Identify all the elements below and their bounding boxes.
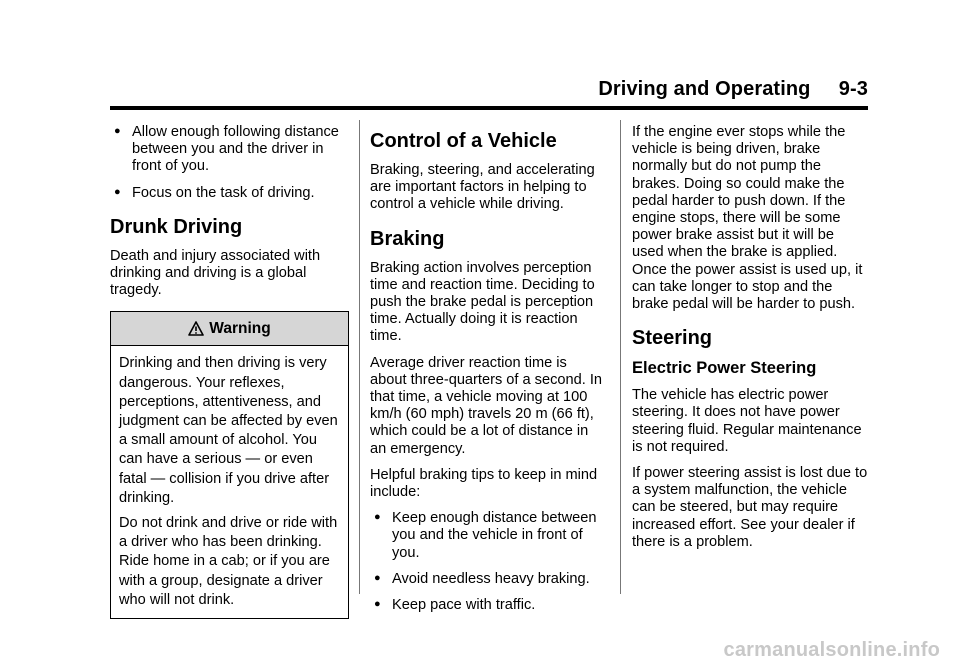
list-item [110,185,348,202]
bullet-icon: ● [374,598,381,611]
page-header [598,78,868,101]
section-heading-braking: Braking [370,227,445,250]
warning-body [111,346,348,618]
bullet-text: Keep enough distance between you and the vehicle in front of you. [392,510,597,561]
control-text: Braking, steering, and accelerating are important factors in helping to control a vehicle while driving. [370,162,595,213]
bullet-icon: ● [114,125,121,137]
warning-paragraph: Drinking and then driving is very dangerous. Your reflexes, perceptions, attentiveness, and judgment can be affected by even a small amount of alcohol. You can have a serious — or even fatal — collision if you drive after drinking. [119,355,338,506]
column-divider [359,120,360,594]
warning-icon [188,321,204,337]
warning-paragraph: Do not drink and drive or ride with a driver who has been drinking. Ride home in a cab; or if you are with a group, designate a driver who will not drink. [119,515,338,608]
list-item [370,510,606,562]
bullet-text: Focus on the task of driving. [132,184,315,201]
section-heading-control: Control of a Vehicle [370,130,557,152]
drunk-driving-text: Death and injury associated with drinking and driving is a global tragedy. [110,247,321,299]
column-middle [370,124,606,623]
column-divider [620,120,621,594]
section-heading-drunk-driving: Drunk Driving [110,215,243,238]
list-item [110,124,348,176]
bullet-icon: ● [114,185,121,198]
braking-paragraph: Braking action involves perception time and reaction time. Deciding to push the brake pedal is perception time. Actually doing it is reaction time. [370,259,595,345]
warning-header [111,312,348,346]
bullet-text: Allow enough following distance between you and the driver in front of you. [132,124,339,175]
warning-title: Warning [209,320,271,338]
warning-box [110,311,349,619]
list-item [370,597,606,614]
engine-stop-text: If the engine ever stops while the vehicle is being driven, brake normally but do not pump the brakes. Doing so could make the pedal harder to push down. If the engine stops, there will be some power brake assist but it will be used when the brake is applied. Once the power assist is used up, it can take longer to stop and the brake pedal will be harder to push. [632,124,863,313]
column-left [110,124,348,619]
bullet-icon: ● [374,511,381,524]
braking-paragraph: Helpful braking tips to keep in mind include: [370,466,598,501]
steering-paragraph: The vehicle has electric power steering. It does not have power steering fluid. Regular maintenance is not required. [632,387,862,455]
section-heading-steering: Steering [632,327,713,350]
subheading-electric-power-steering: Electric Power Steering [632,359,817,378]
header-rule [110,106,868,110]
watermark: carmanualsonline.info [723,639,940,661]
bullet-text: Avoid needless heavy braking. [392,570,590,587]
steering-paragraph: If power steering assist is lost due to a system malfunction, the vehicle can be steered, but may require increased effort. See your dealer if there is a problem. [632,465,868,550]
braking-paragraph: Average driver reaction time is about three-quarters of a second. In that time, a vehicle moving at 100 km/h (60 mph) travels 20 m (66 ft), which could be a lot of distance in an emergency. [370,354,603,457]
header-title: Driving and Operating [598,78,811,100]
page-number: 9-3 [838,78,868,100]
bullet-icon: ● [374,571,381,584]
list-item [370,571,606,588]
bullet-text: Keep pace with traffic. [392,597,536,614]
column-right [632,124,868,560]
